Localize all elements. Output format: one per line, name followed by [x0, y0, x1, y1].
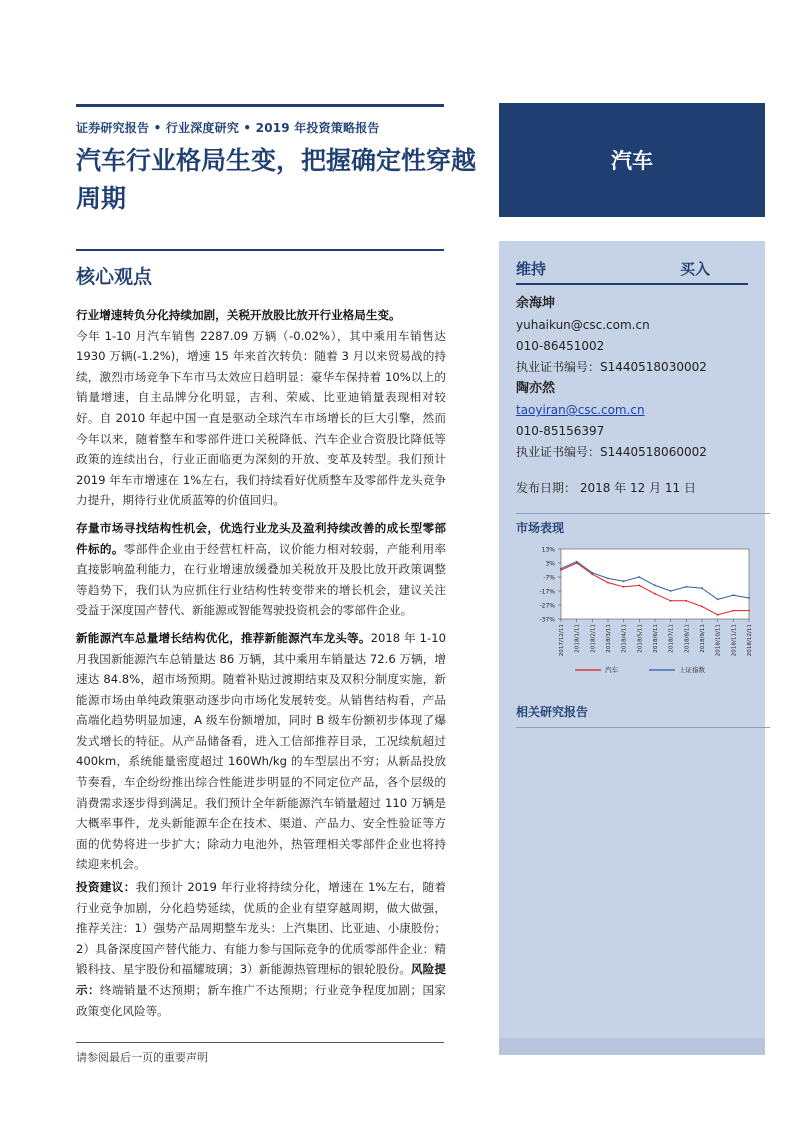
data-point	[701, 606, 703, 608]
x-tick-label: 2018/9/11	[700, 624, 706, 653]
analyst-list	[516, 293, 756, 463]
main-body	[76, 305, 446, 1028]
data-point	[732, 610, 734, 612]
y-tick-label: 13%	[541, 546, 555, 554]
data-point	[576, 561, 578, 563]
risk-body: 终端销量不达预期；新车推广不达预期；行业竞争程度加剧；国家政策变化风险等。	[76, 983, 446, 1018]
rating-row	[516, 258, 748, 279]
paragraph-body: 零部件企业由于经营杠杆高，议价能力相对较弱，产能利用率直接影响盈利能力，在行业增速放缓叠加关税放开及股比放开政策调整等趋势下，我们认为应抓住行业结构性转变带来的增长机会，建议关注受益于深度国产替代、新能源或智能驾驶投资机会的零部件企业。	[76, 541, 446, 618]
x-tick-label: 2018/2/11	[590, 624, 597, 653]
data-point	[717, 599, 719, 601]
paragraph	[76, 628, 446, 875]
paragraph	[76, 518, 446, 621]
side-panel-bottom-strip	[499, 1038, 765, 1055]
market-performance-title: 市场表现	[516, 521, 565, 535]
rating-action: 维持	[516, 260, 547, 278]
paragraph-body: 今年 1-10 月汽车销售 2287.09 万辆（-0.02%），其中乘用车销售达 1930 万辆(-1.2%)，增速 15 年来首次转负：随着 3 月以来贸易战的持续，激烈市场竞争下车市马太效应日趋明显：豪华车保持着 10%以上的销量增速，自主品牌分化明显，吉利、荣威、比亚迪销量表现相对较好。自 2010 年起中国一直是驱动全球汽车市场增长的巨大引擎，然而今年以来，随着整车和零部件进口关税降低、汽车企业合资股比降低等政策的连续出台，行业正面临更为深刻的开放、变革及转型。我们预计 2019 年车市增速在 1%左右，我们持续看好优质整车及零部件龙头竞争力提升，期待行业优质蓝筹的价值回归。	[76, 328, 446, 508]
side-divider	[516, 727, 770, 728]
industry-label: 汽车	[499, 103, 765, 217]
top-rule	[76, 104, 444, 107]
paragraph-lead: 投资建议：	[76, 880, 136, 895]
report-title: 汽车行业格局生变，把握确定性穿越周期	[76, 146, 477, 213]
data-point	[591, 572, 593, 574]
analyst-email: yuhaikun@csc.com.cn	[516, 318, 650, 332]
paragraph-lead: 行业增速转负分化持续加剧，关税开放股比放开行业格局生变。	[76, 308, 401, 322]
x-tick-label: 2018/8/11	[684, 624, 691, 653]
legend-label: 上证指数	[679, 666, 705, 674]
y-tick-label: -37%	[539, 616, 555, 624]
data-point	[654, 585, 656, 587]
analyst-name: 余海坤	[516, 296, 556, 311]
data-point	[685, 600, 687, 602]
paragraph-lead: 新能源汽车总量增长结构优化，推荐新能源汽车龙头等。	[76, 630, 371, 645]
footer-rule	[76, 1042, 444, 1043]
data-point	[607, 582, 609, 584]
data-point	[654, 593, 656, 595]
paragraph-lead: 存量市场寻找结构性机会，优选行业龙头及盈利持续改善的成长型零部件标的。	[76, 520, 446, 556]
analyst-email-link[interactable]: taoyiran@csc.com.cn	[516, 403, 645, 417]
paragraph	[76, 305, 446, 511]
related-reports-title: 相关研究报告	[516, 705, 589, 719]
data-point	[607, 578, 609, 580]
data-point	[670, 600, 672, 602]
y-tick-label: -27%	[539, 602, 555, 610]
analyst-cert: 执业证书编号：S1440518060002	[516, 445, 707, 459]
market-chart	[509, 539, 759, 679]
analyst-block	[516, 378, 756, 463]
side-divider	[516, 513, 770, 514]
x-tick-label: 2018/6/11	[653, 624, 659, 653]
paragraph-body: 我们预计 2019 年行业将持续分化，增速在 1%左右，随着行业竞争加剧，分化趋势延续，优质的企业有望穿越周期，做大做强，推荐关注：1）强势产品周期整车龙头：上汽集团、比亚迪、小康股份；2）具备深度国产替代能力、有能力参与国际竞争的优质零部件企业：精锻科技、星宇股份和福耀玻璃；3）新能源热管理标的银轮股份。	[76, 880, 446, 977]
x-tick-label: 2018/4/11	[621, 624, 628, 653]
legend-label: 汽车	[605, 666, 618, 674]
y-tick-label: -7%	[543, 574, 555, 582]
data-point	[638, 576, 640, 578]
y-tick-label: 3%	[545, 560, 555, 568]
x-tick-label: 2018/12/11	[747, 624, 753, 657]
side-panel	[499, 241, 765, 1055]
x-tick-label: 2018/10/11	[715, 624, 722, 657]
rating-value: 买入	[679, 260, 710, 278]
data-point	[670, 590, 672, 592]
data-point	[623, 586, 625, 588]
analyst-phone: 010-86451002	[516, 339, 605, 353]
y-tick-label: -17%	[539, 588, 555, 596]
paragraph-body: 2018 年 1-10 月我国新能源汽车总销量达 86 万辆，其中乘用车销量达 72.6 万辆，增速达 84.8%，超市场预期。随着补贴过渡期结束及双积分制度实施，新能源市场由单纯政策驱动逐步向市场化发展转变。从销售结构看，产品高端化趋势明显加速，A 级车份额增加，同时 B 级车份额初步体现了爆发式增长的特征。从产品储备看，进入工信部推荐目录，工况续航超过 400km，系统能量密度超过 160Wh/kg 的车型层出不穷；从新品投放节奏看，车企纷纷推出综合性能进步明显的不同定位产品，各个层级的消费需求逐步得到满足。我们预计全年新能源汽车销量超过 110 万辆是大概率事件，龙头新能源车企在技术、渠道、产品力、安全性验证等方面的优势将进一步扩大；除动力电池外，热管理相关零部件企业也将持续迎来机会。	[76, 630, 446, 872]
plot-area	[561, 549, 749, 619]
analyst-block	[516, 293, 756, 378]
x-tick-label: 2018/1/11	[574, 624, 581, 653]
data-point	[560, 568, 562, 570]
report-series: 证券研究报告 • 行业深度研究 • 2019 年投资策略报告	[76, 121, 380, 135]
analyst-phone: 010-85156397	[516, 424, 605, 438]
x-tick-label: 2018/11/11	[731, 624, 738, 657]
section-title: 核心观点	[76, 266, 153, 288]
data-point	[701, 587, 703, 589]
publish-date: 发布日期： 2018 年 12 月 11 日	[516, 481, 696, 495]
data-point	[748, 597, 750, 599]
analyst-name: 陶亦然	[516, 381, 556, 396]
x-tick-label: 2017/12/11	[559, 624, 565, 657]
risk-lead: 风险提示：	[76, 962, 446, 997]
x-tick-label: 2018/5/11	[637, 624, 644, 653]
analyst-cert: 执业证书编号：S1440518030002	[516, 360, 707, 374]
rating-rule	[516, 283, 748, 285]
x-tick-label: 2018/7/11	[668, 624, 675, 653]
data-point	[638, 585, 640, 587]
data-point	[732, 594, 734, 596]
data-point	[623, 580, 625, 582]
market-chart-svg	[509, 539, 759, 679]
data-point	[717, 614, 719, 616]
data-point	[685, 586, 687, 588]
footer-disclaimer: 请参阅最后一页的重要声明	[76, 1051, 208, 1064]
x-tick-label: 2018/3/11	[606, 624, 612, 653]
paragraph	[76, 877, 446, 1021]
data-point	[748, 610, 750, 612]
section-rule	[76, 249, 444, 251]
